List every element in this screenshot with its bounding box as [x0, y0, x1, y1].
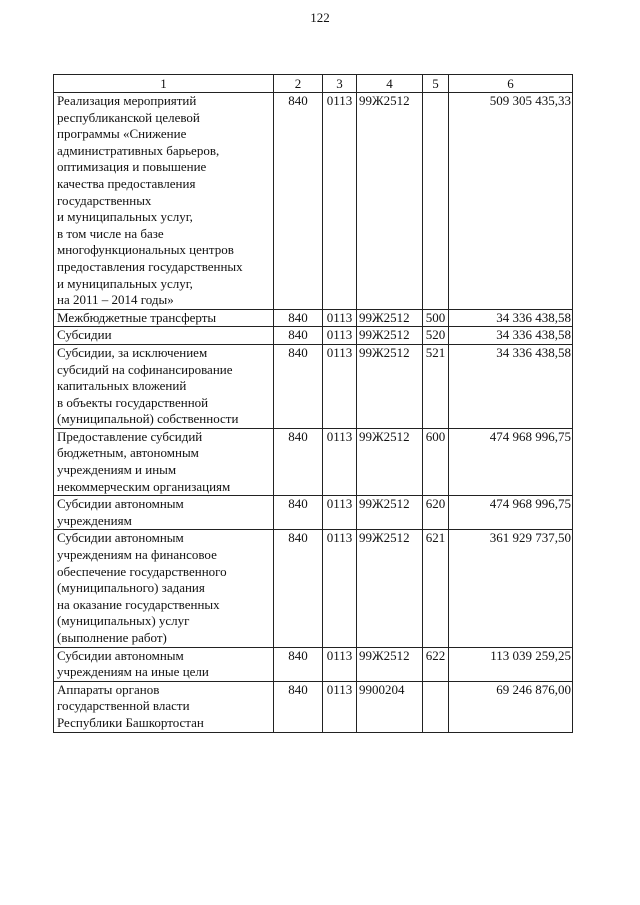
row-name-cell — [54, 93, 274, 310]
table-row — [54, 344, 573, 428]
column-header: 5 — [423, 75, 449, 93]
section-code-cell: 0113 — [323, 327, 357, 345]
target-article-cell: 99Ж2512 — [357, 327, 423, 345]
table-body — [54, 93, 573, 733]
table-row — [54, 93, 573, 310]
table-row — [54, 530, 573, 647]
row-name-cell — [54, 496, 274, 530]
row-name-line: Субсидии, за исключением — [57, 344, 208, 360]
expense-type-cell — [423, 681, 449, 732]
row-name-line: Субсидии — [57, 327, 112, 343]
row-name-line: государственной власти — [57, 698, 190, 714]
row-name-line: Субсидии автономным — [57, 647, 184, 663]
row-name-line: многофункциональных центров — [57, 242, 234, 258]
row-name-line: и муниципальных услуг, — [57, 209, 193, 225]
row-name-line: (муниципальной) собственности — [57, 411, 239, 427]
target-article-cell: 99Ж2512 — [357, 496, 423, 530]
row-name-cell — [54, 309, 274, 327]
table-row — [54, 428, 573, 495]
ministry-code-cell: 840 — [274, 428, 323, 495]
ministry-code-cell: 840 — [274, 93, 323, 310]
column-header: 4 — [357, 75, 423, 93]
section-code-cell: 0113 — [323, 344, 357, 428]
row-name-line: республиканской целевой — [57, 109, 200, 125]
section-code-cell: 0113 — [323, 428, 357, 495]
row-name-line: на оказание государственных — [57, 596, 220, 612]
expense-type-cell: 622 — [423, 647, 449, 681]
target-article-cell: 99Ж2512 — [357, 309, 423, 327]
ministry-code-cell: 840 — [274, 681, 323, 732]
ministry-code-cell: 840 — [274, 496, 323, 530]
row-name-line: качества предоставления — [57, 175, 196, 191]
amount-cell: 474 968 996,75 — [449, 428, 573, 495]
amount-cell: 34 336 438,58 — [449, 309, 573, 327]
row-name-line: в том числе на базе — [57, 225, 164, 241]
ministry-code-cell: 840 — [274, 309, 323, 327]
row-name-line: учреждениям и иным — [57, 462, 177, 478]
row-name-line: (выполнение работ) — [57, 630, 167, 645]
header-row — [54, 75, 573, 93]
row-name-line: программы «Снижение — [57, 126, 187, 142]
row-name-cell — [54, 530, 274, 647]
row-name-line: учреждениям на финансовое — [57, 547, 217, 563]
row-name-line: Субсидии автономным — [57, 496, 184, 512]
row-name-cell — [54, 681, 274, 732]
row-name-line: предоставления государственных — [57, 258, 243, 274]
expense-type-cell: 521 — [423, 344, 449, 428]
column-header: 1 — [54, 75, 274, 93]
section-code-cell: 0113 — [323, 309, 357, 327]
row-name-line: обеспечение государственного — [57, 563, 227, 579]
row-name-line: субсидий на софинансирование — [57, 361, 233, 377]
row-name-line: (муниципальных) услуг — [57, 613, 190, 629]
section-code-cell: 0113 — [323, 647, 357, 681]
row-name-line: Субсидии автономным — [57, 530, 184, 546]
page-number: 122 — [310, 10, 330, 25]
row-name-line: некоммерческим организациям — [57, 478, 231, 494]
amount-cell: 509 305 435,33 — [449, 93, 573, 310]
amount-cell: 34 336 438,58 — [449, 327, 573, 345]
ministry-code-cell: 840 — [274, 530, 323, 647]
row-name-line: административных барьеров, — [57, 142, 220, 158]
target-article-cell: 99Ж2512 — [357, 530, 423, 647]
expense-type-cell — [423, 93, 449, 310]
amount-cell: 474 968 996,75 — [449, 496, 573, 530]
row-name-cell — [54, 344, 274, 428]
section-code-cell: 0113 — [323, 93, 357, 310]
row-name-cell — [54, 428, 274, 495]
column-header: 2 — [274, 75, 323, 93]
expense-type-cell: 520 — [423, 327, 449, 345]
amount-cell: 361 929 737,50 — [449, 530, 573, 647]
row-name-cell — [54, 327, 274, 345]
row-name-line: оптимизация и повышение — [57, 159, 207, 175]
target-article-cell: 9900204 — [357, 681, 423, 732]
table-row — [54, 496, 573, 530]
ministry-code-cell: 840 — [274, 647, 323, 681]
row-name-line: на 2011 – 2014 годы» — [57, 292, 174, 308]
row-name-cell — [54, 647, 274, 681]
ministry-code-cell: 840 — [274, 344, 323, 428]
section-code-cell: 0113 — [323, 530, 357, 647]
row-name-line: Предоставление субсидий — [57, 428, 203, 444]
target-article-cell: 99Ж2512 — [357, 93, 423, 310]
row-name-line: государственных — [57, 192, 152, 208]
column-header: 6 — [449, 75, 573, 93]
expense-type-cell: 600 — [423, 428, 449, 495]
ministry-code-cell: 840 — [274, 327, 323, 345]
table-row — [54, 681, 573, 732]
amount-cell: 34 336 438,58 — [449, 344, 573, 428]
column-header: 3 — [323, 75, 357, 93]
amount-cell: 69 246 876,00 — [449, 681, 573, 732]
table-row — [54, 327, 573, 345]
row-name-line: Аппараты органов — [57, 681, 160, 697]
expense-type-cell: 500 — [423, 309, 449, 327]
row-name-line: Межбюджетные трансферты — [57, 309, 217, 325]
row-name-line: учреждениям на иные цели — [57, 664, 209, 680]
expense-type-cell: 620 — [423, 496, 449, 530]
amount-cell: 113 039 259,25 — [449, 647, 573, 681]
table-row — [54, 309, 573, 327]
target-article-cell: 99Ж2512 — [357, 428, 423, 495]
row-name-line: в объекты государственной — [57, 394, 209, 410]
row-name-line: учреждениям — [57, 512, 132, 528]
table-row — [54, 647, 573, 681]
row-name-line: капитальных вложений — [57, 378, 187, 394]
row-name-line: бюджетным, автономным — [57, 445, 199, 461]
section-code-cell: 0113 — [323, 681, 357, 732]
row-name-line: Реализация мероприятий — [57, 93, 197, 108]
target-article-cell: 99Ж2512 — [357, 344, 423, 428]
row-name-line: и муниципальных услуг, — [57, 275, 193, 291]
row-name-line: Республики Башкортостан — [57, 714, 204, 730]
row-name-line: (муниципального) задания — [57, 580, 205, 596]
section-code-cell: 0113 — [323, 496, 357, 530]
target-article-cell: 99Ж2512 — [357, 647, 423, 681]
expense-type-cell: 621 — [423, 530, 449, 647]
budget-table — [53, 74, 573, 733]
